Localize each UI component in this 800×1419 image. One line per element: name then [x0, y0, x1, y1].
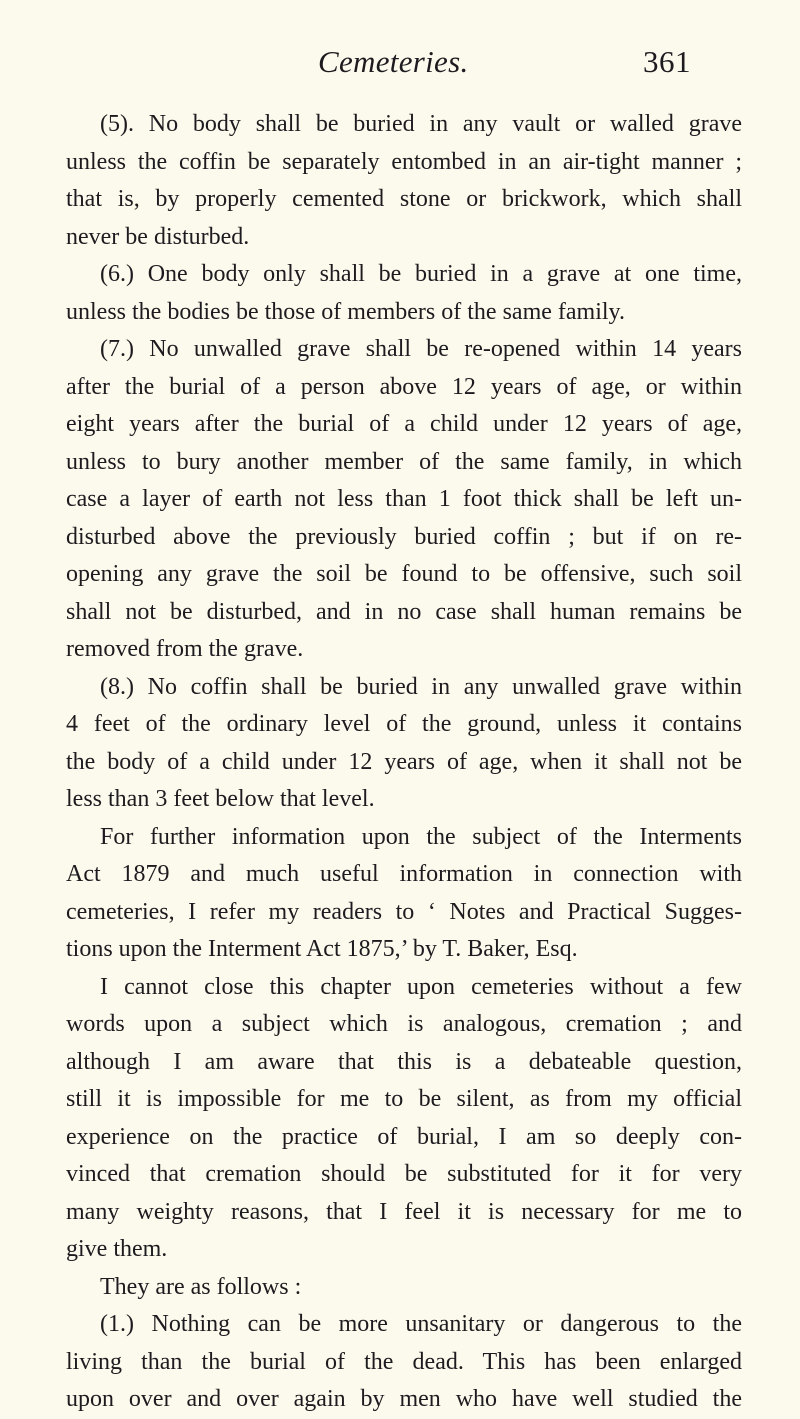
text-line: cemeteries, I refer my readers to ‘ Notes and Practical Sugges-	[66, 898, 742, 925]
text-line: less than 3 feet below that level.	[66, 786, 375, 812]
text-line: never be disturbed.	[66, 223, 250, 250]
text-line: upon over and over again by men who have well studied the	[66, 1386, 742, 1412]
text-line: Act 1879 and much useful information in connection with	[66, 861, 742, 887]
body-text	[66, 106, 742, 1419]
running-title: Cemeteries.	[318, 44, 469, 79]
text-line: tions upon the Interment Act 1875,’ by T. Baker, Esq.	[66, 936, 578, 962]
text-line: opening any grave the soil be found to be offensive, such soil	[66, 561, 742, 587]
text-line: 4 feet of the ordinary level of the ground, unless it contains	[66, 711, 742, 737]
text-line: removed from the grave.	[66, 636, 304, 662]
text-line: still it is impossible for me to be silent, as from my official	[66, 1086, 742, 1112]
text-line: They are as follows :	[100, 1273, 302, 1300]
text-line: disturbed above the previously buried coffin ; but if on re-	[66, 523, 742, 550]
text-line: (6.) One body only shall be buried in a grave at one time,	[100, 261, 742, 287]
text-line: experience on the practice of burial, I am so deeply con-	[66, 1123, 742, 1150]
text-line: eight years after the burial of a child under 12 years of age,	[66, 411, 742, 437]
text-line: that is, by properly cemented stone or brickwork, which shall	[66, 186, 742, 212]
text-line: (5). No body shall be buried in any vault or walled grave	[100, 111, 742, 137]
text-line: For further information upon the subject of the Interments	[100, 823, 742, 850]
text-line: the body of a child under 12 years of age, when it shall not be	[66, 748, 742, 775]
running-head	[0, 44, 800, 88]
text-line: living than the burial of the dead. This has been enlarged	[66, 1348, 742, 1375]
text-line: vinced that cremation should be substituted for it for very	[66, 1161, 742, 1187]
text-line: unless the coffin be separately entombed in an air-tight manner ;	[66, 148, 742, 175]
text-line: unless the bodies be those of members of the same family.	[66, 298, 625, 325]
text-line: words upon a subject which is analogous, cremation ; and	[66, 1011, 742, 1037]
text-line: I cannot close this chapter upon cemeteries without a few	[100, 973, 742, 1000]
text-line: unless to bury another member of the same family, in which	[66, 448, 742, 475]
text-line: many weighty reasons, that I feel it is necessary for me to	[66, 1198, 742, 1225]
text-line: (8.) No coffin shall be buried in any unwalled grave within	[100, 673, 742, 700]
text-line: (1.) Nothing can be more unsanitary or dangerous to the	[100, 1311, 742, 1337]
text-line: although I am aware that this is a debateable question,	[66, 1048, 742, 1075]
text-line: give them.	[66, 1236, 168, 1262]
text-line: after the burial of a person above 12 years of age, or within	[66, 373, 742, 400]
page-number: 361	[643, 44, 691, 79]
text-line: shall not be disturbed, and in no case shall human remains be	[66, 598, 742, 625]
text-line: case a layer of earth not less than 1 foot thick shall be left un-	[66, 486, 742, 512]
text-line: (7.) No unwalled grave shall be re-opened within 14 years	[100, 336, 742, 362]
